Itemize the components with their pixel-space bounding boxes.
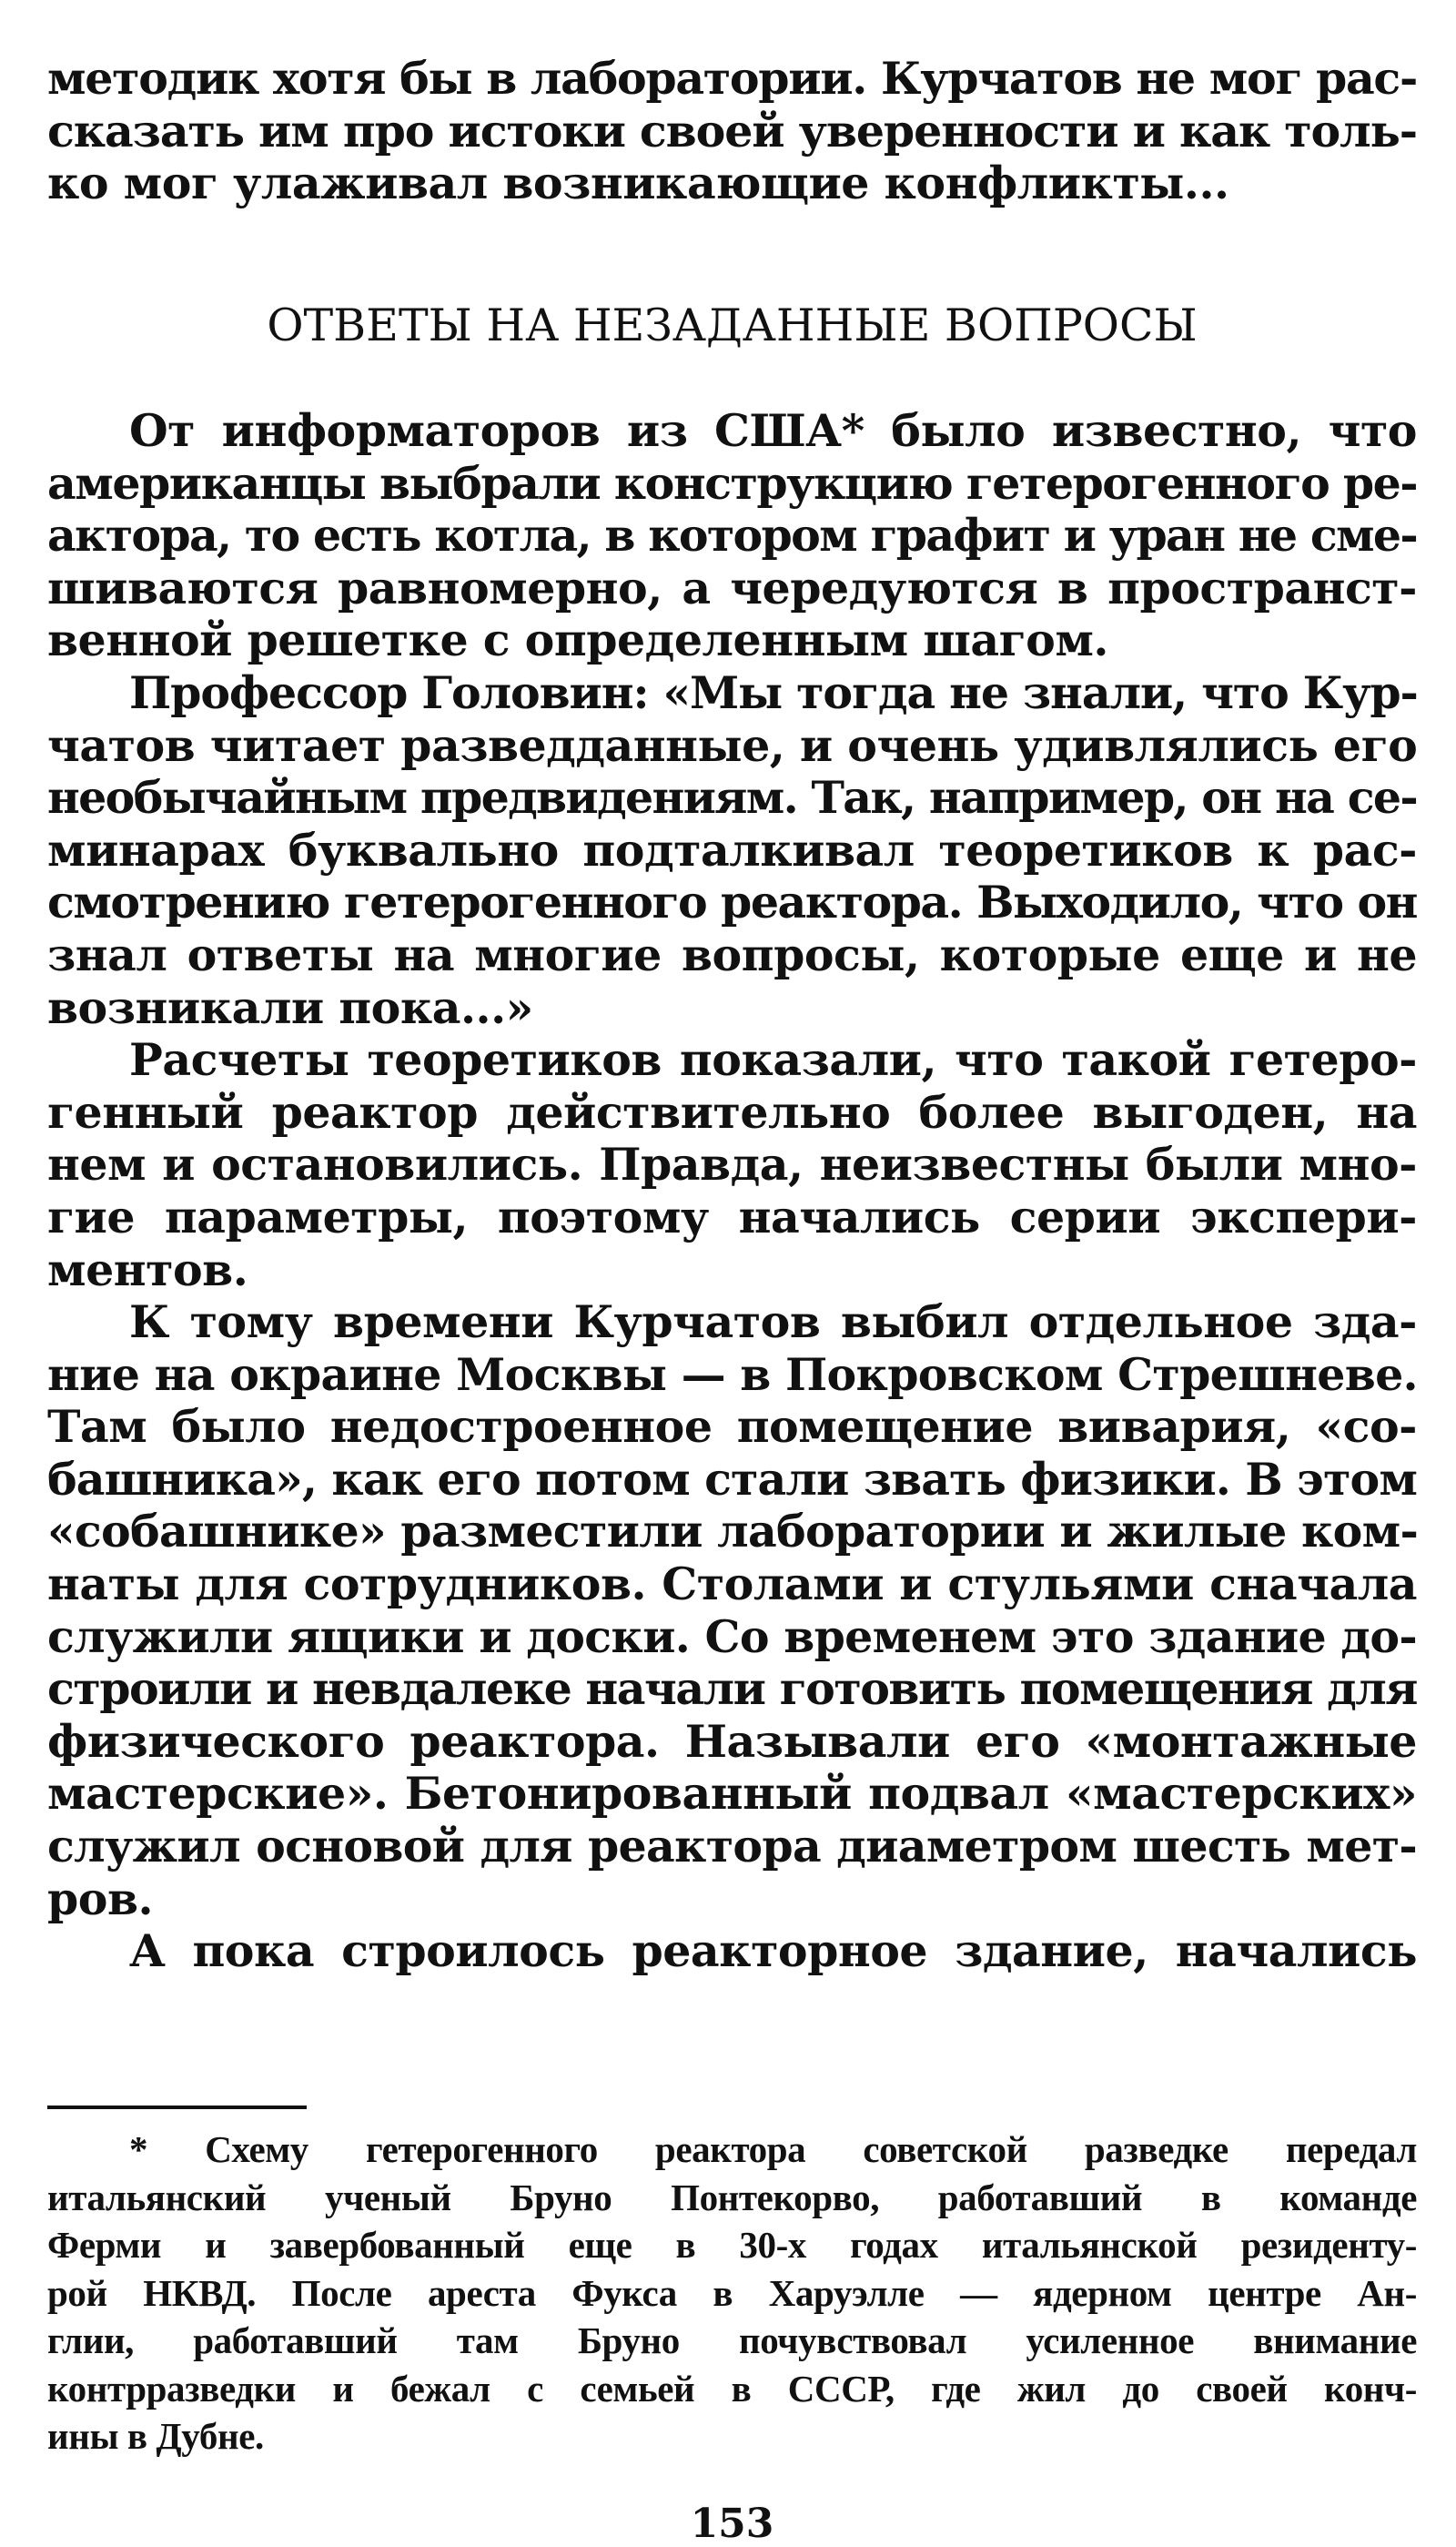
text-line: актора, то есть котла, в котором графит и уран не сме- — [47, 509, 1417, 563]
text-line: гие параметры, поэтому начались серии экспери- — [47, 1190, 1417, 1243]
text-line: служил основой для реактора диаметром шесть мет- — [47, 1820, 1417, 1873]
footnote — [47, 2126, 1417, 2461]
footnote-line: * Схему гетерогенного реактора советской разведке передал — [129, 2128, 1417, 2170]
text-line: методик хотя бы в лаборатории. Курчатов не мог рас- — [47, 52, 1417, 105]
text-line: минарах буквально подталкивал теоретиков к рас- — [47, 823, 1417, 877]
text-line: служили ящики и доски. Со временем это здание до- — [47, 1609, 1417, 1663]
text-line: ко мог улаживал возникающие конфликты... — [47, 157, 1229, 210]
text-line: Профессор Головин: «Мы тогда не знали, что Кур- — [129, 665, 1418, 719]
text-line: От информаторов из США* было известно, что — [129, 404, 1417, 457]
text-line: Расчеты теоретиков показали, что такой гетеро- — [129, 1033, 1417, 1087]
text-line: американцы выбрали конструкцию гетерогенного ре- — [47, 456, 1418, 510]
intro-paragraph — [47, 53, 1417, 210]
body-text — [47, 405, 1417, 1978]
text-line: башника», как его потом стали звать физики. В этом — [47, 1452, 1417, 1506]
text-line: венной решетке с определенным шагом. — [47, 614, 1108, 667]
section-heading: ОТВЕТЫ НА НЕЗАДАННЫЕ ВОПРОСЫ — [267, 299, 1198, 351]
footnote-line: Ферми и завербованный еще в 30-х годах итальянской резиденту- — [47, 2224, 1417, 2266]
text-line: наты для сотрудников. Столами и стульями сначала — [47, 1558, 1417, 1611]
text-line: строили и невдалеке начали готовить помещения для — [47, 1662, 1417, 1716]
text-line: генный реактор действительно более выгоден, на — [47, 1085, 1417, 1139]
text-line: мастерские». Бетонированный подвал «мастерских» — [47, 1767, 1417, 1821]
text-line: «собашнике» разместили лаборатории и жилые ком- — [47, 1505, 1419, 1558]
text-line: нем и остановились. Правда, неизвестны были мно- — [47, 1138, 1417, 1192]
text-line: физического реактора. Называли его «монтажные — [47, 1714, 1417, 1768]
footnote-line: итальянский ученый Бруно Понтекорво, работавший в команде — [47, 2176, 1417, 2218]
text-line: чатов читает разведданные, и очень удивлялись его — [47, 718, 1418, 772]
page-number: 153 — [690, 2501, 774, 2547]
text-line: К тому времени Курчатов выбил отдельное зда- — [129, 1295, 1417, 1349]
text-line: ние на окраине Москвы — в Покровском Стрешневе. — [47, 1347, 1418, 1401]
text-line: возникали пока...» — [47, 980, 533, 1034]
text-line: необычайным предвидениям. Так, например, он на се- — [47, 771, 1417, 825]
text-line: сказать им про истоки своей уверенности и как толь- — [47, 104, 1417, 157]
footnote-line: рой НКВД. После ареста Фукса в Харуэлле — ядерном центре Ан- — [47, 2271, 1417, 2314]
footnote-line: глии, работавший там Бруно почувствовал усиленное внимание — [47, 2319, 1417, 2361]
book-page — [47, 27, 1419, 2547]
footnote-divider — [47, 2106, 307, 2109]
footnote-line: контрразведки и бежал с семьей в СССР, где жил до своей конч- — [47, 2367, 1417, 2410]
text-line: смотрению гетерогенного реактора. Выходило, что он — [47, 876, 1417, 929]
footnote-line: ины в Дубне. — [47, 2415, 264, 2457]
text-line: А пока строилось реакторное здание, начались — [129, 1924, 1417, 1978]
text-line: ментов. — [47, 1243, 248, 1296]
text-line: знал ответы на многие вопросы, которые еще и не — [47, 928, 1417, 981]
text-line: шиваются равномерно, а чередуются в пространст- — [47, 561, 1417, 614]
text-line: ров. — [47, 1872, 154, 1925]
text-line: Там было недостроенное помещение вивария, «со- — [47, 1400, 1417, 1454]
